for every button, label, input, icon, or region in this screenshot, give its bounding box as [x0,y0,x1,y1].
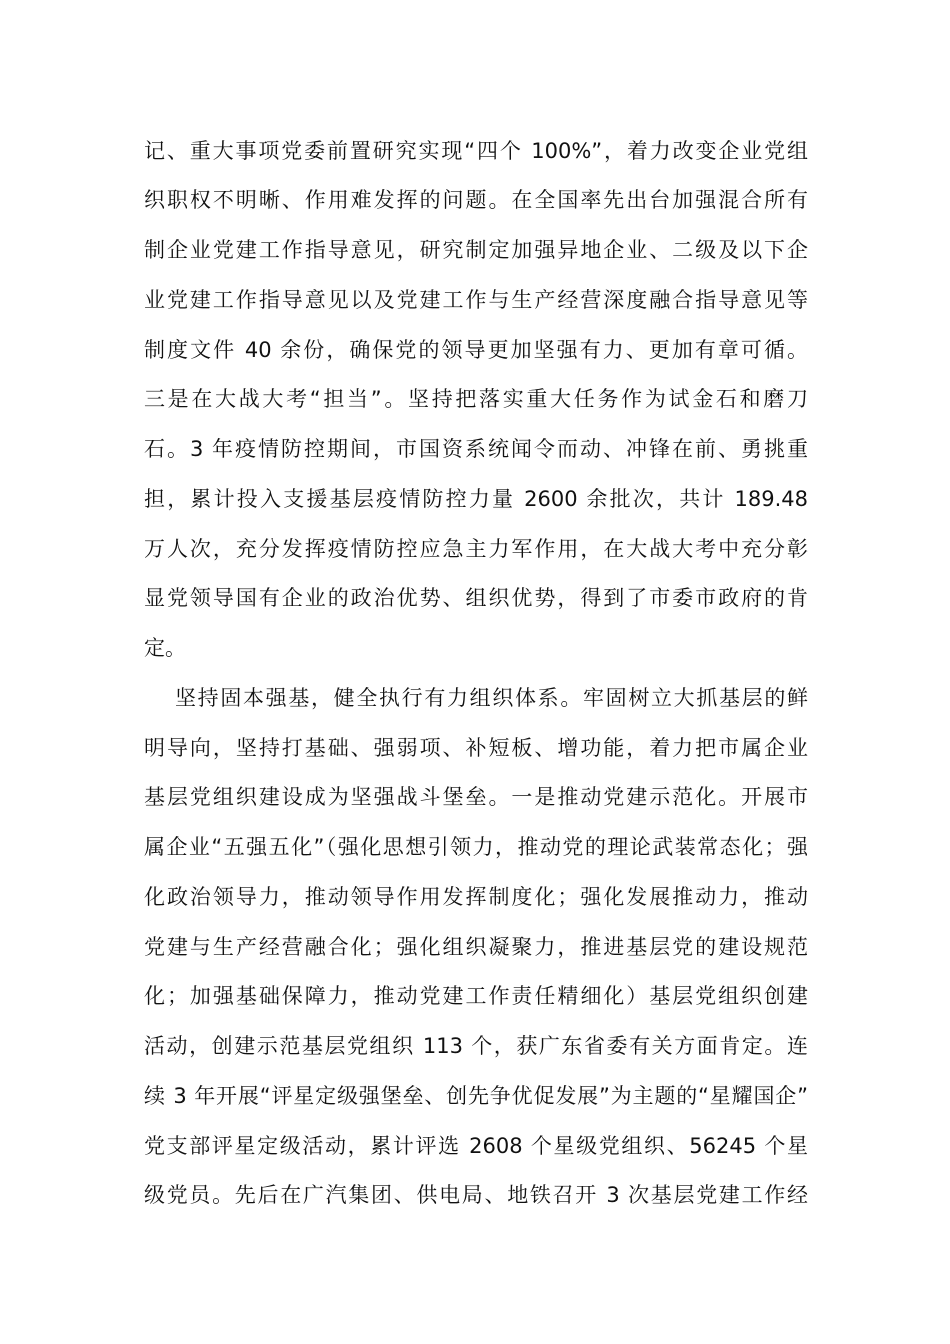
text-line-8: 担，累计投入支援基层疫情防控力量 2600 余批次，共计 189.48 [144,487,808,511]
text-line-22: 级党员。先后在广汽集团、供电局、地铁召开 3 次基层党建工作经 [144,1183,808,1207]
text-line-4: 业党建工作指导意见以及党建工作与生产经营深度融合指导意见等 [144,288,808,312]
text-line-18: 化；加强基础保障力，推动党建工作责任精细化）基层党组织创建 [144,984,808,1008]
text-line-20: 续 3 年开展“评星定级强堡垒、创先争优促发展”为主题的“星耀国企” [144,1084,808,1108]
text-line-13: 明导向，坚持打基础、强弱项、补短板、增功能，着力把市属企业 [144,736,808,760]
text-line-9: 万人次，充分发挥疫情防控应急主力军作用，在大战大考中充分彰 [144,537,808,561]
text-line-6: 三是在大战大考“担当”。坚持把落实重大任务作为试金石和磨刀 [144,387,808,411]
text-line-15: 属企业“五强五化”（强化思想引领力，推动党的理论武装常态化；强 [144,835,808,859]
text-line-10: 显党领导国有企业的政治优势、组织优势，得到了市委市政府的肯 [144,586,808,610]
text-line-14: 基层党组织建设成为坚强战斗堡垒。一是推动党建示范化。开展市 [144,785,808,809]
text-line-5: 制度文件 40 余份，确保党的领导更加坚强有力、更加有章可循。 [144,338,808,362]
text-line-21: 党支部评星定级活动，累计评选 2608 个星级党组织、56245 个星 [144,1134,808,1158]
paragraph-first-line: 坚持固本强基，健全执行有力组织体系。牢固树立大抓基层的鲜 [175,686,808,710]
text-line-16: 化政治领导力，推动领导作用发挥制度化；强化发展推动力，推动 [144,885,808,909]
text-line-11: 定。 [144,636,186,660]
text-line-19: 活动，创建示范基层党组织 113 个，获广东省委有关方面肯定。连 [144,1034,808,1058]
text-line-3: 制企业党建工作指导意见，研究制定加强异地企业、二级及以下企 [144,238,808,262]
text-line-7: 石。3 年疫情防控期间，市国资系统闻令而动、冲锋在前、勇挑重 [144,437,808,461]
text-line-1: 记、重大事项党委前置研究实现“四个 100%”，着力改变企业党组 [144,139,808,163]
text-line-2: 织职权不明晰、作用难发挥的问题。在全国率先出台加强混合所有 [144,188,808,212]
text-line-17: 党建与生产经营融合化；强化组织凝聚力，推进基层党的建设规范 [144,935,808,959]
